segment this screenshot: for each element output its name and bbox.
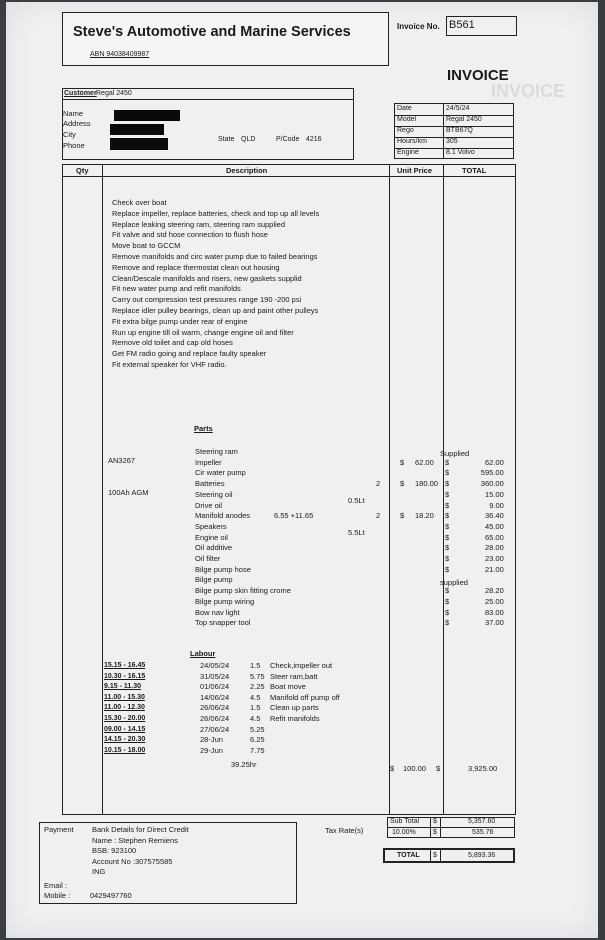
subtotal-label: Sub Total bbox=[390, 818, 420, 825]
part-total: 45.00 bbox=[485, 521, 504, 531]
vehicle-label: Hours/km bbox=[397, 138, 427, 145]
part-desc: Bilge pump bbox=[195, 575, 233, 585]
redacted-phone bbox=[110, 138, 168, 150]
vehicle-value: 24/5/24 bbox=[446, 105, 470, 112]
part-desc: Top snapper tool bbox=[195, 618, 251, 628]
part-total: 36.40 bbox=[485, 511, 504, 521]
labour-date: 14/06/24 bbox=[200, 692, 230, 702]
part-total: 21.00 bbox=[485, 564, 504, 574]
total-value: 5,893.36 bbox=[468, 852, 496, 859]
tax-rate-value: 10.00% bbox=[392, 829, 416, 836]
part-desc: Bilge pump hose bbox=[195, 564, 251, 574]
part-desc: Oil additive bbox=[195, 543, 233, 553]
part-desc: Batteries bbox=[195, 479, 225, 489]
subtotal-value: 5,357.60 bbox=[468, 818, 496, 825]
total-label: TOTAL bbox=[397, 852, 420, 859]
labour-hours: 6.25 bbox=[250, 735, 265, 745]
total-currency: $ bbox=[433, 852, 437, 859]
labour-date: 24/05/24 bbox=[200, 661, 230, 670]
mobile-label: Mobile : bbox=[44, 891, 71, 900]
work-item: Replace idler pulley bearings, clean up and paint other pulleys bbox=[112, 306, 319, 315]
part-desc: Oil filter bbox=[195, 554, 221, 563]
part-total: 23.00 bbox=[485, 554, 504, 563]
part-total-currency: $ bbox=[445, 521, 450, 531]
labour-time: 10.15 - 18.00 bbox=[104, 746, 146, 754]
part-total-currency: $ bbox=[445, 457, 450, 467]
vehicle-value: BTB67Q bbox=[446, 127, 473, 134]
part-qty: 2 bbox=[376, 479, 381, 489]
part-total: 25.00 bbox=[485, 596, 504, 606]
part-total-currency: $ bbox=[445, 607, 450, 617]
payment-line: Account No :307575585 bbox=[92, 856, 173, 866]
part-total: 28.20 bbox=[485, 586, 504, 596]
labour-desc: Check,impeller out bbox=[270, 661, 333, 670]
invoice-paper bbox=[6, 2, 598, 938]
work-item: Remove old toilet and cap old hoses bbox=[112, 338, 233, 348]
labour-desc: Clean up parts bbox=[270, 703, 319, 713]
email-label: Email : bbox=[44, 881, 67, 890]
customer-phone-label: Phone bbox=[63, 141, 85, 150]
part-total-currency: $ bbox=[445, 586, 450, 596]
redacted-address bbox=[110, 124, 164, 135]
vehicle-label: Engine bbox=[397, 149, 419, 156]
part-total: 62.00 bbox=[485, 457, 504, 467]
customer-value: Regal 2450 bbox=[96, 90, 132, 97]
part-total: 65.00 bbox=[485, 532, 504, 542]
work-item: Get FM radio going and replace faulty speaker bbox=[112, 349, 267, 359]
part-qty: 5.5Lt bbox=[348, 527, 365, 537]
labour-hours: 5.25 bbox=[250, 724, 265, 734]
labour-hours: 2.25 bbox=[250, 682, 265, 692]
work-item: Fit extra bilge pump under rear of engine bbox=[112, 316, 248, 326]
state-value: QLD bbox=[241, 136, 256, 143]
vehicle-label: Rego bbox=[397, 127, 414, 134]
labour-desc: Steer ram,batt bbox=[270, 671, 318, 681]
part-desc: Engine oil bbox=[195, 532, 228, 542]
part-total-currency: $ bbox=[445, 489, 450, 499]
part-desc: Speakers bbox=[195, 521, 227, 531]
part-total: 595.00 bbox=[480, 468, 504, 478]
labour-time: 15.15 - 16.45 bbox=[104, 662, 146, 669]
labour-date: 29-Jun bbox=[200, 745, 223, 755]
part-total-currency: $ bbox=[445, 511, 450, 521]
labour-date: 26/06/24 bbox=[200, 714, 230, 723]
tax-currency: $ bbox=[433, 829, 437, 836]
subtotal-currency: $ bbox=[433, 818, 437, 825]
customer-address-label: Address bbox=[63, 119, 91, 128]
col-description: Description bbox=[226, 166, 268, 175]
supplied-label-top: Supplied bbox=[440, 449, 470, 458]
payment-line: ING bbox=[92, 867, 106, 876]
part-total-currency: $ bbox=[445, 479, 450, 489]
labour-time: 10.30 - 16.15 bbox=[104, 672, 146, 680]
pcode-value: 4216 bbox=[306, 136, 322, 143]
part-total-currency: $ bbox=[445, 618, 450, 628]
part-desc: Bow nav light bbox=[195, 607, 240, 617]
labour-hours: 4.5 bbox=[250, 714, 261, 723]
state-label: State bbox=[218, 136, 235, 143]
work-item: Run up engine till oil warm, change engine oil and filter bbox=[112, 327, 294, 337]
part-total: 37.00 bbox=[485, 618, 504, 628]
work-item: Clean/Descale manifolds and risers, new gaskets supplid bbox=[112, 273, 302, 283]
work-item: Fit new water pump and refit manifolds bbox=[112, 284, 241, 294]
part-unit-price: 62.00 bbox=[415, 457, 434, 467]
part-code: 100Ah AGM bbox=[108, 488, 149, 498]
labour-rate: 100.00 bbox=[403, 764, 426, 773]
vehicle-value: 305 bbox=[446, 138, 458, 145]
labour-desc: Refit manifolds bbox=[270, 714, 320, 723]
customer-label: Customer bbox=[64, 90, 97, 97]
labour-desc: Boat move bbox=[270, 682, 306, 692]
labour-total-hours: 39.25hr bbox=[231, 760, 257, 769]
labour-time: 9.15 - 11.30 bbox=[104, 683, 141, 691]
labour-heading: Labour bbox=[190, 649, 216, 658]
labour-hours: 1.5 bbox=[250, 703, 261, 713]
labour-desc: Manifold off pump off bbox=[270, 692, 340, 702]
part-desc: Manifold anodes bbox=[195, 511, 251, 521]
payment-line: Name : Stephen Remiens bbox=[92, 835, 178, 845]
supplied-label-mid: supplied bbox=[440, 578, 468, 587]
part-total-currency: $ bbox=[445, 532, 450, 542]
labour-date: 31/05/24 bbox=[200, 671, 230, 681]
invoice-no-value: B561 bbox=[449, 19, 475, 31]
pcode-label: P/Code bbox=[276, 136, 300, 143]
part-desc: Drive oil bbox=[195, 500, 223, 510]
work-item: Replace leaking steering ram, steering ram supplied bbox=[112, 219, 286, 229]
vehicle-value: Regal 2450 bbox=[446, 116, 482, 123]
part-total: 15.00 bbox=[485, 489, 504, 499]
parts-heading: Parts bbox=[194, 424, 213, 433]
tax-value: 535.76 bbox=[472, 829, 494, 836]
work-item: Fit valve and std hose connection to flush hose bbox=[112, 230, 268, 240]
labour-date: 26/06/24 bbox=[200, 703, 230, 713]
vehicle-label: Date bbox=[397, 105, 412, 112]
work-item: Fit external speaker for VHF radio. bbox=[112, 360, 227, 369]
part-qty: 0.5Lt bbox=[348, 495, 365, 505]
labour-time: 11.00 - 12.30 bbox=[104, 704, 145, 712]
invoice-no-label: Invoice No. bbox=[397, 22, 440, 31]
part-unit-currency: $ bbox=[400, 457, 405, 467]
payment-line: Bank Details for Direct Credit bbox=[92, 825, 189, 834]
work-item: Move boat to GCCM bbox=[112, 241, 181, 251]
customer-name-label: Name bbox=[63, 109, 84, 118]
part-desc: Bilge pump skin fitting crome bbox=[195, 586, 291, 596]
part-total-currency: $ bbox=[445, 500, 450, 510]
part-unit-currency: $ bbox=[400, 479, 405, 489]
part-desc: Steering ram bbox=[195, 447, 238, 456]
labour-total: 3,925.00 bbox=[468, 764, 498, 773]
labour-total-currency: $ bbox=[436, 764, 441, 773]
part-total-currency: $ bbox=[445, 554, 450, 563]
part-total-currency: $ bbox=[445, 543, 450, 553]
part-total: 9.00 bbox=[489, 500, 504, 510]
work-item: Check over boat bbox=[112, 198, 167, 207]
labour-hours: 7.75 bbox=[250, 745, 265, 755]
part-unit-price: 18.20 bbox=[415, 511, 434, 521]
part-total-currency: $ bbox=[445, 468, 450, 478]
labour-time: 09.00 - 14.15 bbox=[104, 725, 146, 733]
part-total: 360.00 bbox=[480, 479, 504, 489]
labour-date: 27/06/24 bbox=[200, 724, 230, 734]
labour-rate-currency: $ bbox=[390, 764, 395, 773]
part-total-currency: $ bbox=[445, 564, 450, 574]
col-qty: Qty bbox=[76, 166, 89, 175]
payment-label: Payment bbox=[44, 825, 74, 834]
part-total-currency: $ bbox=[445, 596, 450, 606]
redacted-name bbox=[114, 110, 180, 121]
company-abn: ABN 94038409987 bbox=[90, 51, 150, 58]
part-unit-currency: $ bbox=[400, 511, 405, 521]
part-desc: Bilge pump wiring bbox=[195, 596, 255, 606]
vehicle-value: 8.1 Volvo bbox=[446, 149, 475, 156]
invoice-title: INVOICE bbox=[447, 67, 509, 84]
part-total: 28.00 bbox=[485, 543, 504, 553]
part-desc: Cir water pump bbox=[195, 468, 246, 478]
labour-date: 01/06/24 bbox=[200, 682, 230, 692]
labour-time: 14.15 - 20.30 bbox=[104, 736, 146, 744]
col-total: TOTAL bbox=[462, 166, 487, 175]
part-code: AN3267 bbox=[108, 456, 136, 465]
labour-hours: 5.75 bbox=[250, 671, 265, 681]
work-item: Remove manifolds and circ water pump due to failed bearings bbox=[112, 252, 318, 261]
work-item: Replace impeller, replace batteries, check and top up all levels bbox=[112, 208, 320, 218]
part-unit-price: 180.00 bbox=[415, 479, 438, 489]
labour-time: 11.00 - 15.30 bbox=[104, 693, 145, 701]
work-item: Remove and replace thermostat clean out housing bbox=[112, 262, 280, 272]
part-desc: Steering oil bbox=[195, 489, 233, 499]
labour-hours: 4.5 bbox=[250, 692, 261, 702]
customer-city-label: City bbox=[63, 130, 76, 139]
labour-date: 28-Jun bbox=[200, 735, 223, 745]
company-name: Steve's Automotive and Marine Services bbox=[73, 24, 351, 40]
part-total: 83.00 bbox=[485, 607, 504, 617]
labour-time: 15.30 - 20.00 bbox=[104, 715, 146, 722]
part-note: 6.55 +11.65 bbox=[274, 511, 314, 521]
payment-line: BSB: 923100 bbox=[92, 846, 137, 855]
vehicle-label: Model bbox=[397, 116, 417, 123]
part-qty: 2 bbox=[376, 511, 381, 521]
work-item: Carry out compression test pressures range 190 -200 psi bbox=[112, 295, 302, 305]
tax-rate-label: Tax Rate(s) bbox=[325, 826, 364, 835]
labour-hours: 1.5 bbox=[250, 661, 261, 670]
mobile-value: 0429497760 bbox=[90, 891, 132, 900]
part-desc: Impeller bbox=[195, 457, 222, 467]
col-unit-price: Unit Price bbox=[397, 166, 433, 175]
invoice-watermark: INVOICE bbox=[491, 81, 566, 101]
